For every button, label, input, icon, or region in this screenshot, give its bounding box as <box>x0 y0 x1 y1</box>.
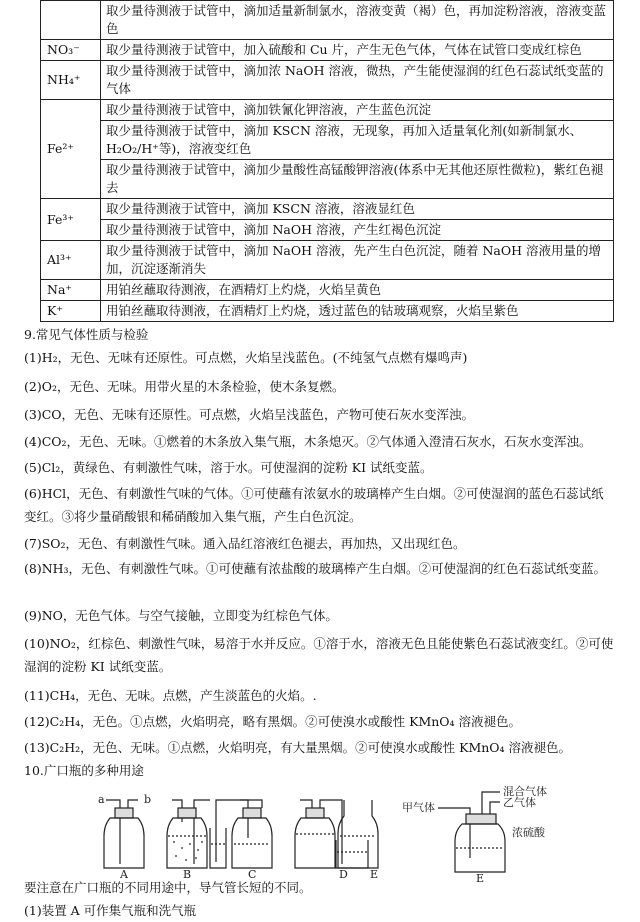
apparatus-e-right <box>402 784 547 882</box>
tube-b-label: b <box>144 793 152 806</box>
ion-cell: K⁺ <box>41 301 101 322</box>
note-text: 要注意在广口瓶的不同用途中，导气管长短的不同。 <box>24 880 312 895</box>
table-row <box>41 160 614 199</box>
table-row <box>41 100 614 121</box>
method-cell: 取少量待测液于试管中，滴加 KSCN 溶液，溶液显红色 <box>101 199 614 220</box>
table-row <box>41 1 614 40</box>
wide-mouth-bottle-figure <box>0 778 640 882</box>
gas-item: (11)CH₄，无色、无味。点燃，产生淡蓝色的火焰。. <box>24 688 317 703</box>
apparatus-c <box>210 800 272 881</box>
label-c: C <box>248 868 257 881</box>
method-cell: 取少量待测液于试管中，加入硫酸和 Cu 片，产生无色气体，气体在试管口变成红棕色 <box>101 40 614 61</box>
method-cell: 取少量待测液于试管中，滴加 KSCN 溶液，无现象，再加入适量氧化剂(如新制氯水、H₂O₂/H⁺等)，溶液变红色 <box>101 121 614 160</box>
table-row <box>41 121 614 160</box>
table-row <box>41 241 614 280</box>
apparatus-b <box>167 800 210 881</box>
label-a: A <box>120 868 128 881</box>
ion-cell: Na⁺ <box>41 280 101 301</box>
gas-a-label: 甲气体 <box>402 801 435 814</box>
gas-item: (9)NO，无色气体。与空气接触，立即变为红棕色气体。 <box>24 608 338 623</box>
ion-cell: Al³⁺ <box>41 241 101 280</box>
acid-label: 浓硫酸 <box>512 826 545 839</box>
gas-mix-label: 混合气体 <box>503 785 547 798</box>
method-cell: 取少量待测液于试管中，滴加浓 NaOH 溶液，微热，产生能使湿润的红色石蕊试纸变蓝的气体 <box>101 61 614 100</box>
gas-item: (2)O₂，无色、无味。用带火星的木条检验，使木条复燃。 <box>24 379 345 394</box>
method-cell: 用铂丝蘸取待测液，在酒精灯上灼烧，透过蓝色的钴玻璃观察，火焰呈紫色 <box>101 301 614 322</box>
gas-item: (6)HCl，无色、有刺激性气味的气体。①可使蘸有浓氨水的玻璃棒产生白烟。②可使湿润的蓝色石蕊试纸变红。③将少量硝酸银和稀硝酸加入集气瓶，产生白色沉淀。 <box>24 486 604 524</box>
gas-item: (7)SO₂，无色、有刺激性气味。通入品红溶液红色褪去，再加热，又出现红色。 <box>24 536 466 551</box>
gas-b-label: 乙气体 <box>503 796 536 809</box>
apparatus-d <box>295 800 368 881</box>
gas-item: (8)NH₃，无色、有刺激性气味。①可使蘸有浓盐酸的玻璃棒产生白烟。②可使湿润的红色石蕊试纸变蓝。 <box>24 561 607 576</box>
table-row <box>41 61 614 100</box>
ion-cell: Fe³⁺ <box>41 199 101 241</box>
label-e: E <box>370 868 379 881</box>
table-row <box>41 280 614 301</box>
gas-item: (12)C₂H₄，无色。①点燃，火焰明亮，略有黑烟。②可使溴水或酸性 KMnO₄ 溶液褪色。 <box>24 714 522 729</box>
gas-item: (1)H₂，无色、无味有还原性。可点燃，火焰呈浅蓝色。(不纯氢气点燃有爆鸣声) <box>24 350 468 365</box>
gas-item: (3)CO，无色、无味有还原性。可点燃，火焰呈浅蓝色，产物可使石灰水变浑浊。 <box>24 407 475 422</box>
gas-item: (13)C₂H₂，无色、无味。①点燃，火焰明亮，有大量黑烟。②可使溴水或酸性 KMnO₄ 溶液褪色。 <box>24 740 572 755</box>
method-cell: 用铂丝蘸取待测液，在酒精灯上灼烧，火焰呈黄色 <box>101 280 614 301</box>
method-cell: 取少量待测液于试管中，滴加 NaOH 溶液，产生红褐色沉淀 <box>101 220 614 241</box>
ion-cell: Fe²⁺ <box>41 100 101 199</box>
table-row <box>41 301 614 322</box>
ion-cell <box>41 1 101 40</box>
table-row <box>41 199 614 220</box>
section-9-title: 9.常见气体性质与检验 <box>24 327 149 342</box>
method-cell: 取少量待测液于试管中，滴加适量新制氯水，溶液变黄（褐）色，再加淀粉溶液，溶液变蓝色 <box>101 1 614 40</box>
apparatus-a <box>98 793 151 881</box>
method-cell: 取少量待测液于试管中，滴加少量酸性高锰酸钾溶液(体系中无其他还原性微粒)，紫红色褪去 <box>101 160 614 199</box>
method-cell: 取少量待测液于试管中，滴加 NaOH 溶液，先产生白色沉淀，随着 NaOH 溶液用量的增加，沉淀逐渐消失 <box>101 241 614 280</box>
ion-cell: NO₃⁻ <box>41 40 101 61</box>
gas-item: (5)Cl₂，黄绿色、有刺激性气味，溶于水。可使湿润的淀粉 KI 试纸变蓝。 <box>24 460 433 475</box>
section-10-title: 10.广口瓶的多种用途 <box>24 763 144 778</box>
method-cell: 取少量待测液于试管中，滴加铁氰化钾溶液，产生蓝色沉淀 <box>101 100 614 121</box>
table-row <box>41 220 614 241</box>
label-d: D <box>339 868 348 881</box>
item-1-text: (1)装置 A 可作集气瓶和洗气瓶 <box>24 903 197 918</box>
ion-cell: NH₄⁺ <box>41 61 101 100</box>
ion-test-table <box>40 0 614 322</box>
label-b: B <box>183 868 192 881</box>
tube-a-label: a <box>98 793 105 806</box>
gas-item: (10)NO₂，红棕色、刺激性气味，易溶于水并反应。①溶于水，溶液无色且能使紫色石蕊试液变红。②可使湿润的淀粉 KI 试纸变蓝。 <box>24 636 614 674</box>
gas-item: (4)CO₂，无色、无味。①燃着的木条放入集气瓶，木条熄灭。②气体通入澄清石灰水，石灰水变浑浊。 <box>24 434 592 449</box>
label-e-right: E <box>476 872 485 882</box>
table-row <box>41 40 614 61</box>
